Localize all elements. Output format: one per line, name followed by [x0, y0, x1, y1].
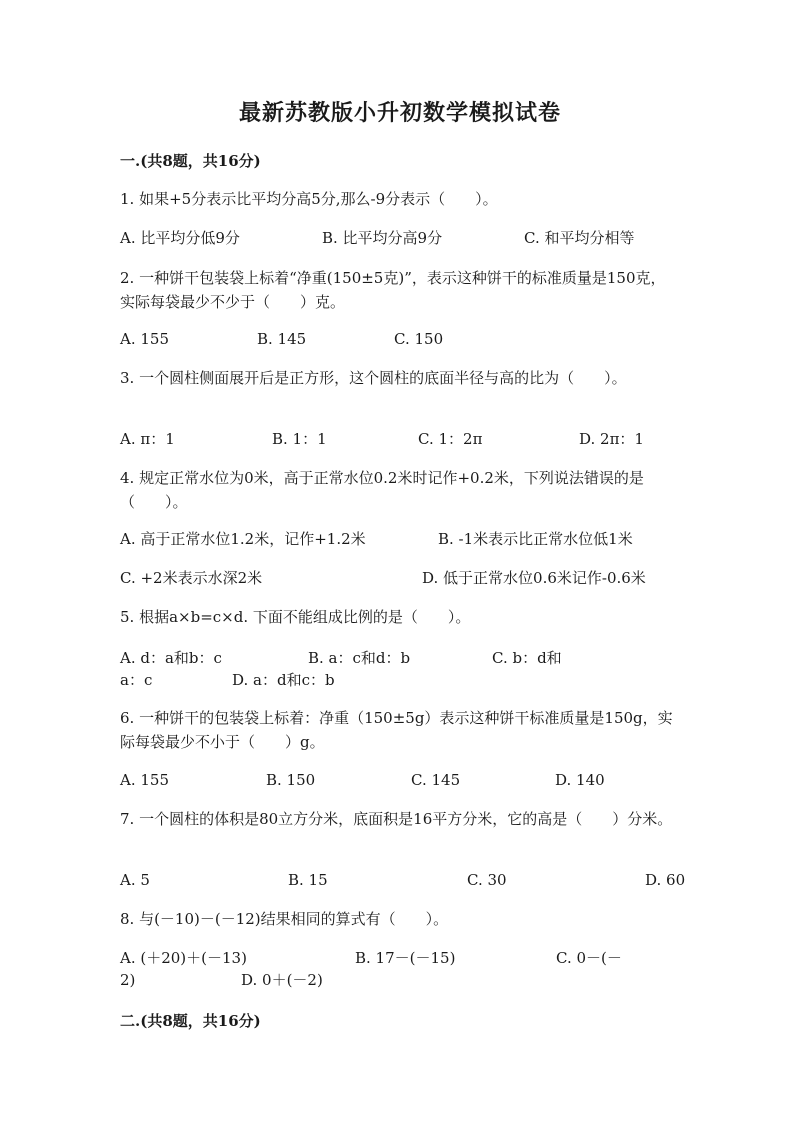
option-c: C. 150 [394, 330, 444, 348]
option-a: A. 高于正常水位1.2米，记作+1.2米 [120, 530, 366, 548]
option-c: C. 1：2π [418, 430, 483, 448]
option-b: B. 17－(－15) [355, 949, 456, 967]
option-d: D. 0＋(－2) [241, 971, 323, 989]
question-7: 7. 一个圆柱的体积是80立方分米，底面积是16平方分米，它的高是（ ）分米。 [120, 810, 673, 828]
question-6: 6. 一种饼干的包装袋上标着：净重（150±5g）表示这种饼干标准质量是150g，实际每袋最少不小于（ ）g。 [120, 709, 673, 751]
option-b: B. 比平均分高9分 [322, 229, 443, 247]
option-c: C. 30 [467, 871, 507, 889]
option-a: A. (＋20)＋(－13) [120, 949, 247, 967]
option-d: D. 低于正常水位0.6米记作-0.6米 [422, 569, 646, 587]
option-d: D. 140 [555, 771, 605, 789]
question-2: 2. 一种饼干包装袋上标着“净重(150±5克)”，表示这种饼干的标准质量是150克，实际每袋最少不少于（ ）克。 [120, 269, 666, 311]
section-heading-1: 一.(共8题，共16分) [120, 152, 261, 170]
question-1: 1. 如果+5分表示比平均分高5分,那么-9分表示（ ）。 [120, 190, 498, 208]
option-a: A. 比平均分低9分 [120, 229, 240, 247]
option-a: A. 5 [120, 871, 150, 889]
option-c: C. 0－(－ [556, 949, 622, 967]
option-d: D. 60 [645, 871, 686, 889]
section-heading-2: 二.(共8题，共16分) [120, 1012, 261, 1030]
option-a: A. 155 [120, 330, 169, 348]
question-5: 5. 根据a×b=c×d. 下面不能组成比例的是（ ）。 [120, 608, 471, 626]
option-c-continued: a：c [120, 671, 153, 689]
option-d: D. 2π：1 [579, 430, 644, 448]
option-a: A. π：1 [120, 430, 175, 448]
option-b: B. 1：1 [272, 430, 327, 448]
option-c: C. b：d和 [492, 649, 562, 667]
option-b: B. 145 [257, 330, 307, 348]
question-8-options [120, 946, 690, 994]
option-a: A. d：a和b：c [120, 649, 222, 667]
page-title: 最新苏教版小升初数学模拟试卷 [238, 100, 561, 126]
option-c: C. +2米表示水深2米 [120, 569, 263, 587]
option-b: B. 150 [266, 771, 316, 789]
question-4: 4. 规定正常水位为0米，高于正常水位0.2米时记作+0.2米，下列说法错误的是（ ）。 [120, 469, 644, 511]
option-d: D. a：d和c：b [232, 671, 335, 689]
option-c: C. 和平均分相等 [524, 229, 635, 247]
option-c-continued: 2) [120, 971, 136, 989]
option-c: C. 145 [411, 771, 461, 789]
option-b: B. a：c和d：b [308, 649, 411, 667]
question-5-options [120, 646, 690, 694]
question-3: 3. 一个圆柱侧面展开后是正方形，这个圆柱的底面半径与高的比为（ ）。 [120, 369, 627, 387]
option-b: B. -1米表示比正常水位低1米 [438, 530, 633, 548]
question-8: 8. 与(－10)－(－12)结果相同的算式有（ ）。 [120, 910, 449, 928]
option-a: A. 155 [120, 771, 169, 789]
option-b: B. 15 [288, 871, 328, 889]
